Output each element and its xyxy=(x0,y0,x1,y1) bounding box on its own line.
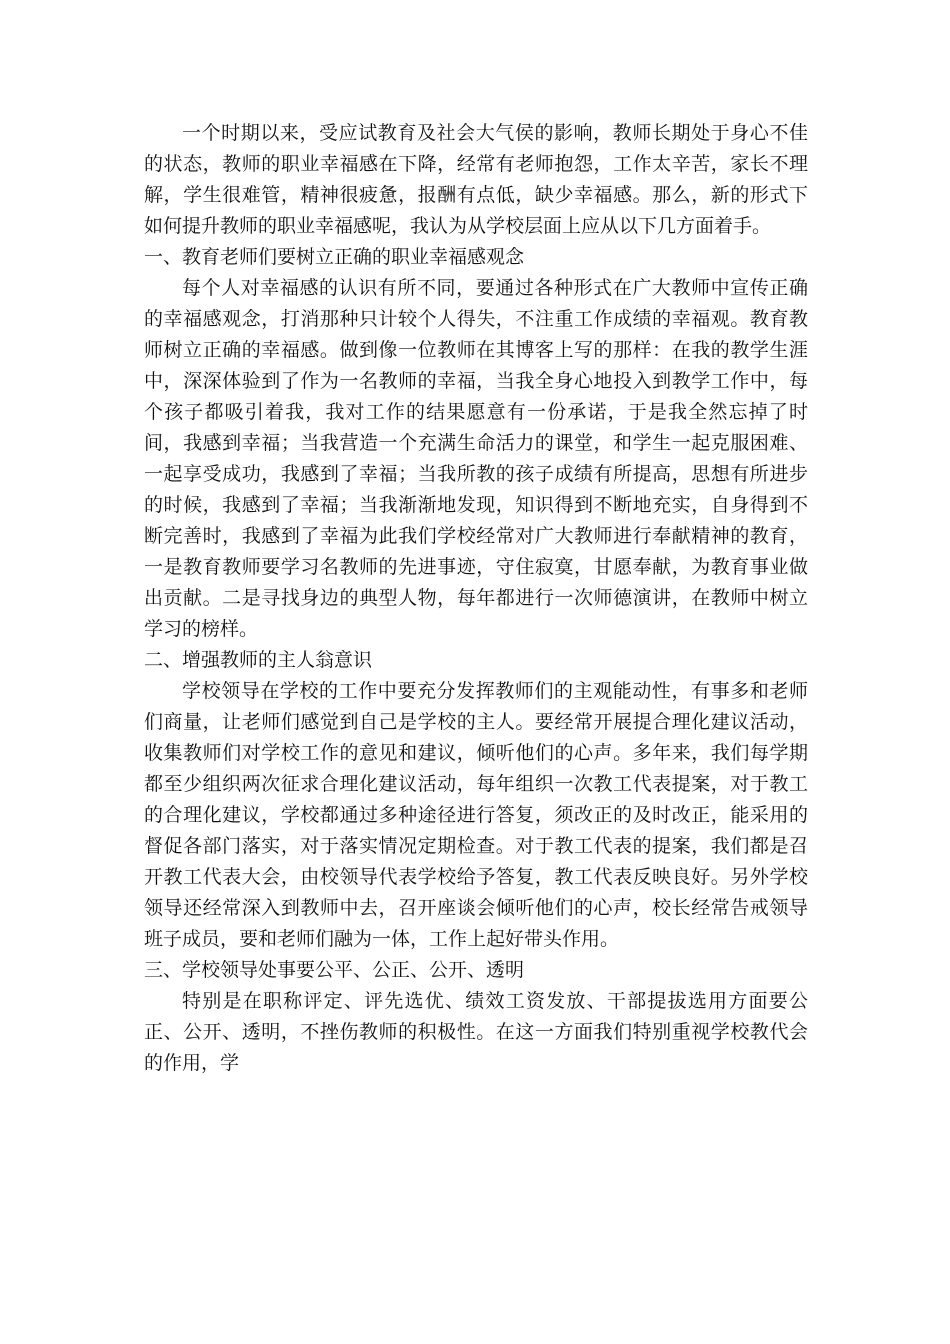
section-1-paragraph: 每个人对幸福感的认识有所不同，要通过各种形式在广大教师中宣传正确的幸福感观念，打消那种只计较个人得失，不注重工作成绩的幸福观。教育教师树立正确的幸福感。做到像一位教师在其博客上写的那样：在我的教学生涯中，深深体验到了作为一名教师的幸福，当我全身心地投入到教学工作中，每个孩子都吸引着我，我对工作的结果愿意有一份承诺，于是我全然忘掉了时间，我感到幸福；当我营造一个充满生命活力的课堂，和学生一起克服困难、一起享受成功，我感到了幸福；当我所教的孩子成绩有所提高，思想有所进步的时候，我感到了幸福；当我渐渐地发现，知识得到不断地充实，自身得到不断完善时，我感到了幸福为此我们学校经常对广大教师进行奉献精神的教育，一是教育教师要学习名教师的先进事迹，守住寂寞，甘愿奉献，为教育事业做出贡献。二是寻找身边的典型人物，每年都进行一次师德演讲，在教师中树立学习的榜样。 xyxy=(144,277,808,640)
section-heading-1: 一、教育老师们要树立正确的职业幸福感观念 xyxy=(144,246,525,268)
document-body xyxy=(144,118,808,1079)
intro-paragraph: 一个时期以来，受应试教育及社会大气侯的影响，教师长期处于身心不佳的状态，教师的职业幸福感在下降，经常有老师抱怨，工作太辛苦，家长不理解，学生很难管，精神很疲惫，报酬有点低，缺少幸福感。那么，新的形式下如何提升教师的职业幸福感呢，我认为从学校层面上应从以下几方面着手。 xyxy=(144,122,808,237)
section-2-paragraph: 学校领导在学校的工作中要充分发挥教师们的主观能动性，有事多和老师们商量，让老师们感觉到自己是学校的主人。要经常开展提合理化建议活动，收集教师们对学校工作的意见和建议，倾听他们的心声。多年来，我们每学期都至少组织两次征求合理化建议活动，每年组织一次教工代表提案，对于教工的合理化建议，学校都通过多种途径进行答复，须改正的及时改正，能采用的督促各部门落实，对于落实情况定期检查。对于教工代表的提案，我们都是召开教工代表大会，由校领导代表学校给予答复，教工代表反映良好。另外学校领导还经常深入到教师中去，召开座谈会倾听他们的心声，校长经常告戒领导班子成员，要和老师们融为一体，工作上起好带头作用。 xyxy=(144,680,808,950)
section-3-paragraph: 特别是在职称评定、评先选优、绩效工资发放、干部提拔选用方面要公正、公开、透明，不挫伤教师的积极性。在这一方面我们特别重视学校教代会的作用，学 xyxy=(144,990,808,1074)
section-heading-2: 二、增强教师的主人翁意识 xyxy=(144,649,373,671)
section-heading-3: 三、学校领导处事要公平、公正、公开、透明 xyxy=(144,959,525,981)
